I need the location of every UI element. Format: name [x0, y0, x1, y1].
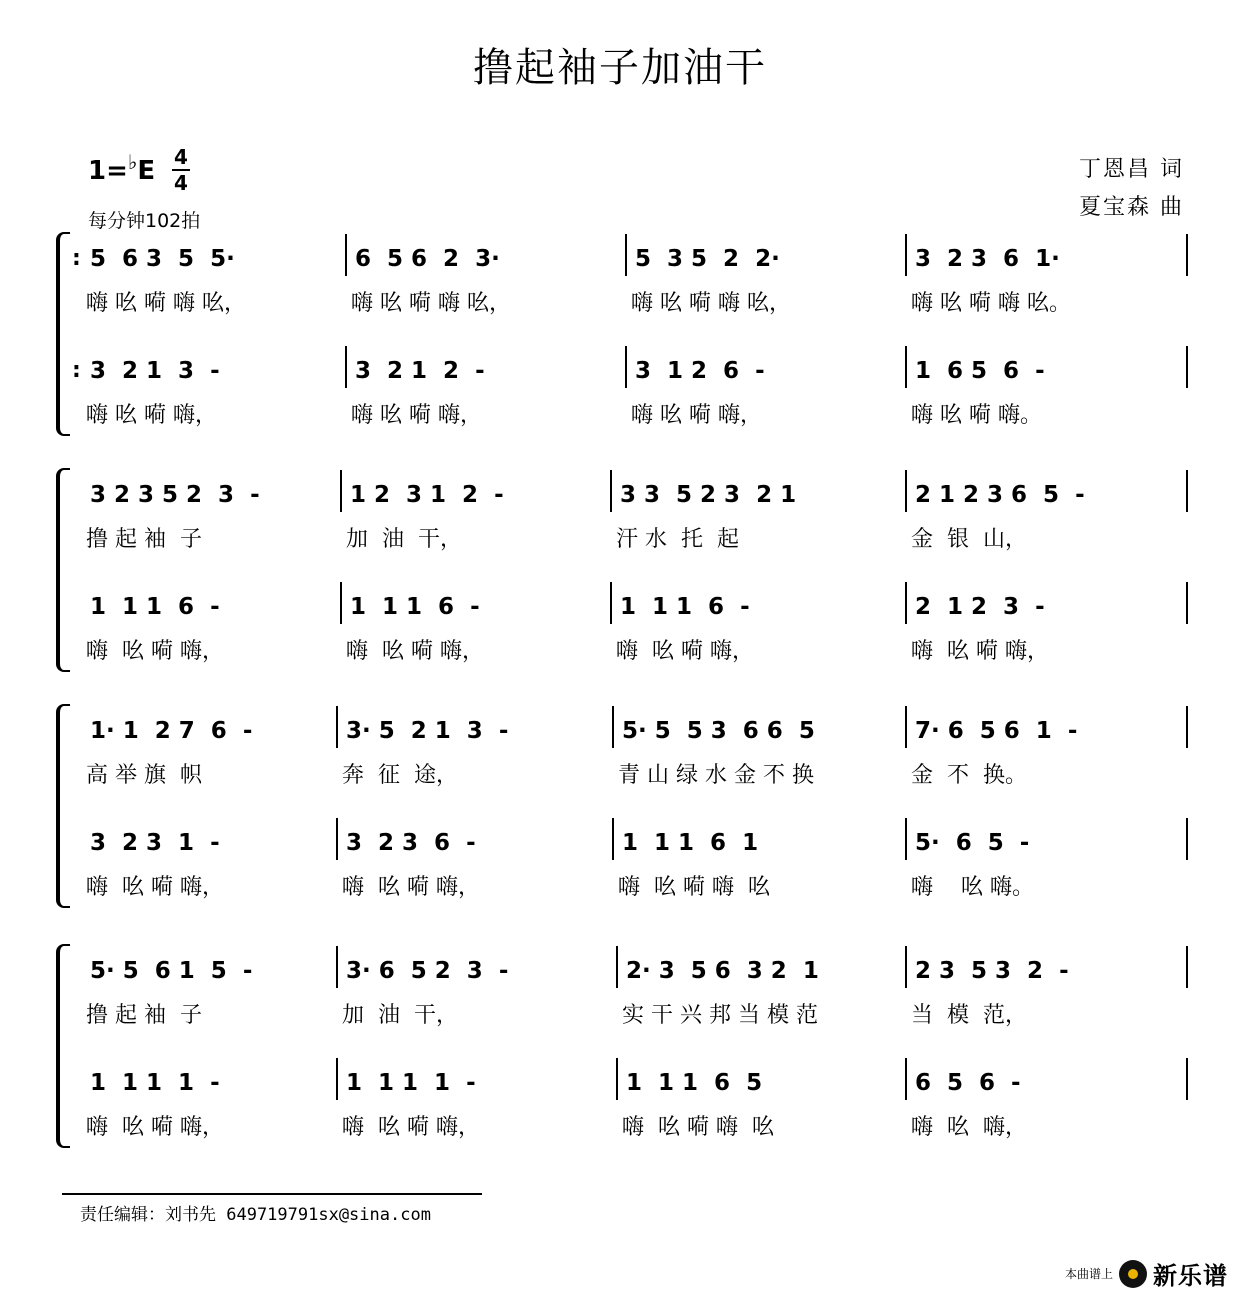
brand-watermark	[1065, 1256, 1228, 1291]
barline	[905, 706, 907, 748]
measure-lyrics: 实 干 兴 邦 当 模 范	[622, 1003, 818, 1028]
brand-name: 新乐谱	[1153, 1262, 1228, 1290]
measure-notes: 3 2 1 2 -	[355, 358, 485, 384]
barline	[905, 470, 907, 512]
measure-lyrics: 嗨 吆 嗬 嗨。	[911, 403, 1042, 428]
system-bracket	[56, 704, 70, 908]
lyricist-credit: 丁恩昌 词	[1079, 157, 1184, 182]
measure-notes: 1 1 1 6 5	[626, 1070, 763, 1096]
barline	[1186, 818, 1188, 860]
measure-notes: 1 1 1 1 -	[90, 1070, 220, 1096]
measure-notes: 5· 5 6 1 5 -	[90, 958, 253, 984]
barline	[1186, 1058, 1188, 1100]
time-signature-bottom: 4	[174, 171, 188, 195]
measure-lyrics: 嗨 吆 嗬 嗨，	[631, 403, 762, 428]
barline	[616, 946, 618, 988]
measure-notes: 6 5 6 2 3·	[355, 246, 500, 272]
time-signature-top: 4	[174, 145, 188, 169]
key-signature	[88, 150, 155, 186]
repeat-sign: :	[72, 358, 81, 383]
barline	[905, 234, 907, 276]
measure-notes: 3 2 3 5 2 3 -	[90, 482, 260, 508]
measure-lyrics: 嗨 吆 嗬 嗨，	[86, 875, 224, 900]
measure-notes: 7· 6 5 6 1 -	[915, 718, 1078, 744]
key-note: E	[137, 156, 156, 186]
barline	[616, 1058, 618, 1100]
composer-credit: 夏宝森 曲	[1079, 195, 1184, 220]
measure-notes: 5· 5 5 3 6 6 5	[622, 718, 815, 744]
measure-notes: 1 2 3 1 2 -	[350, 482, 504, 508]
measure-lyrics: 加 油 干，	[346, 527, 462, 552]
key-prefix: 1=	[88, 156, 128, 186]
barline	[905, 1058, 907, 1100]
measure-notes: 5 6 3 5 5·	[90, 246, 235, 272]
measure-notes: 3 2 3 1 -	[90, 830, 220, 856]
measure-lyrics: 金 不 换。	[911, 763, 1027, 788]
barline	[336, 946, 338, 988]
measure-lyrics: 金 银 山，	[911, 527, 1027, 552]
measure-lyrics: 嗨 吆 嗨。	[911, 875, 1034, 900]
barline	[610, 470, 612, 512]
barline	[905, 346, 907, 388]
measure-lyrics: 嗨 吆 嗬 嗨，	[911, 639, 1049, 664]
measure-lyrics: 嗨 吆 嗬 嗨 吆，	[631, 291, 791, 316]
barline	[905, 818, 907, 860]
measure-lyrics: 嗨 吆 嗬 嗨，	[86, 1115, 224, 1140]
barline	[905, 946, 907, 988]
barline	[610, 582, 612, 624]
system-bracket	[56, 468, 70, 672]
measure-notes: 6 5 6 -	[915, 1070, 1021, 1096]
measure-lyrics: 加 油 干，	[342, 1003, 458, 1028]
measure-lyrics: 高 举 旗 帜	[86, 763, 202, 788]
editor-credit: 责任编辑：刘书先 649719791sx@sina.com	[80, 1205, 431, 1225]
record-logo-icon	[1119, 1260, 1147, 1288]
barline	[1186, 706, 1188, 748]
measure-lyrics: 嗨 吆 嗬 嗨，	[616, 639, 754, 664]
measure-notes: 3· 5 2 1 3 -	[346, 718, 509, 744]
brand-small-text: 本曲谱上	[1064, 1267, 1113, 1281]
measure-notes: 5· 6 5 -	[915, 830, 1030, 856]
measure-notes: 2 3 5 3 2 -	[915, 958, 1069, 984]
measure-notes: 2 1 2 3 -	[915, 594, 1045, 620]
song-title: 撸起袖子加油干	[473, 45, 767, 91]
barline	[336, 1058, 338, 1100]
measure-lyrics: 嗨 吆 嗬 嗨，	[351, 403, 482, 428]
measure-lyrics: 嗨 吆 嗬 嗨，	[342, 1115, 480, 1140]
measure-notes: 3 3 5 2 3 2 1	[620, 482, 797, 508]
barline	[905, 582, 907, 624]
measure-notes: 1 6 5 6 -	[915, 358, 1045, 384]
measure-lyrics: 嗨 吆 嗨，	[911, 1115, 1027, 1140]
barline	[1186, 346, 1188, 388]
barline	[612, 706, 614, 748]
measure-lyrics: 青 山 绿 水 金 不 换	[618, 763, 814, 788]
measure-notes: 3 2 3 6 -	[346, 830, 476, 856]
measure-notes: 1· 1 2 7 6 -	[90, 718, 253, 744]
measure-lyrics: 嗨 吆 嗬 嗨 吆	[622, 1115, 774, 1140]
measure-lyrics: 撸 起 袖 子	[86, 527, 202, 552]
measure-lyrics: 汗 水 托 起	[616, 527, 739, 552]
barline	[336, 706, 338, 748]
measure-lyrics: 奔 征 途，	[342, 763, 458, 788]
measure-lyrics: 嗨 吆 嗬 嗨，	[346, 639, 484, 664]
barline	[1186, 470, 1188, 512]
footer-divider	[62, 1193, 482, 1195]
measure-notes: 3 2 3 6 1·	[915, 246, 1060, 272]
measure-lyrics: 嗨 吆 嗬 嗨 吆。	[911, 291, 1071, 316]
measure-lyrics: 嗨 吆 嗬 嗨 吆，	[351, 291, 511, 316]
tempo-marking: 每分钟102拍	[88, 210, 201, 232]
measure-notes: 3 2 1 3 -	[90, 358, 220, 384]
measure-notes: 1 1 1 1 -	[346, 1070, 476, 1096]
measure-notes: 5 3 5 2 2·	[635, 246, 780, 272]
flat-symbol: ♭	[127, 150, 138, 174]
measure-notes: 3 1 2 6 -	[635, 358, 765, 384]
measure-lyrics: 嗨 吆 嗬 嗨 吆，	[86, 291, 246, 316]
barline	[612, 818, 614, 860]
barline	[340, 582, 342, 624]
measure-notes: 1 1 1 6 1	[622, 830, 759, 856]
barline	[336, 818, 338, 860]
measure-notes: 1 1 1 6 -	[90, 594, 220, 620]
barline	[1186, 582, 1188, 624]
measure-notes: 2· 3 5 6 3 2 1	[626, 958, 819, 984]
measure-notes: 1 1 1 6 -	[620, 594, 750, 620]
measure-notes: 3· 6 5 2 3 -	[346, 958, 509, 984]
system-bracket	[56, 944, 70, 1148]
time-signature	[170, 146, 192, 194]
barline	[1186, 234, 1188, 276]
barline	[1186, 946, 1188, 988]
measure-lyrics: 嗨 吆 嗬 嗨，	[342, 875, 480, 900]
system-bracket	[56, 232, 70, 436]
measure-lyrics: 嗨 吆 嗬 嗨 吆	[618, 875, 770, 900]
measure-lyrics: 撸 起 袖 子	[86, 1003, 202, 1028]
repeat-sign: :	[72, 246, 81, 271]
barline	[345, 234, 347, 276]
measure-lyrics: 当 模 范，	[911, 1003, 1027, 1028]
measure-lyrics: 嗨 吆 嗬 嗨，	[86, 639, 224, 664]
barline	[345, 346, 347, 388]
measure-notes: 2 1 2 3 6 5 -	[915, 482, 1085, 508]
barline	[625, 346, 627, 388]
measure-notes: 1 1 1 6 -	[350, 594, 480, 620]
measure-lyrics: 嗨 吆 嗬 嗨，	[86, 403, 217, 428]
barline	[340, 470, 342, 512]
barline	[625, 234, 627, 276]
